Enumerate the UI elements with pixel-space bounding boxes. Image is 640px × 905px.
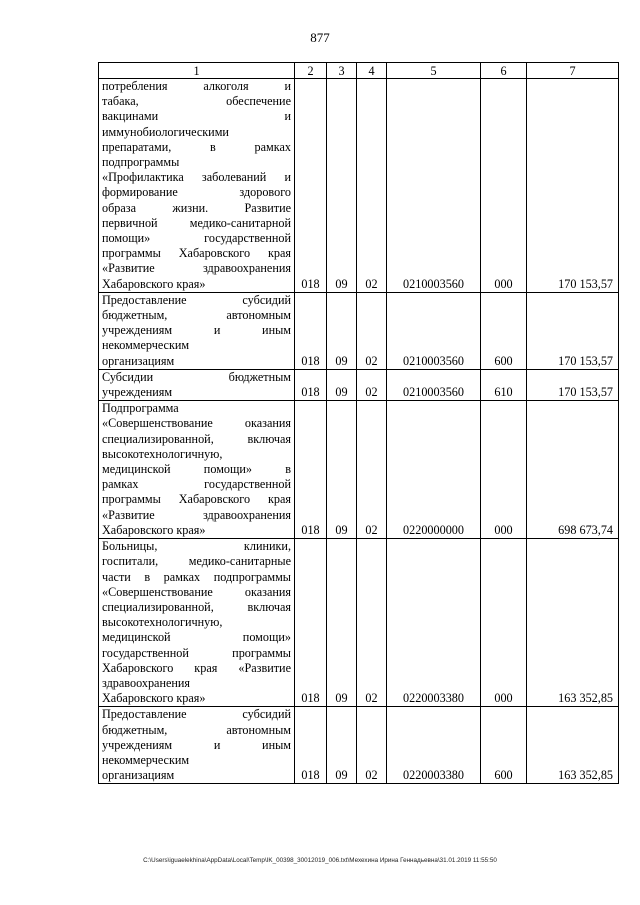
item-name-line: вакцинами и bbox=[102, 109, 291, 124]
item-name-line: программы Хабаровского края bbox=[102, 246, 291, 261]
ministry-code-cell: 018 bbox=[295, 79, 327, 293]
item-name-line: учреждениям bbox=[102, 385, 173, 400]
amount-cell: 170 153,57 bbox=[527, 79, 619, 293]
subsection-code-cell: 02 bbox=[357, 707, 387, 784]
target-article-cell: 0210003560 bbox=[387, 79, 481, 293]
column-header: 6 bbox=[481, 63, 527, 79]
item-name-line: некоммерческим bbox=[102, 752, 190, 767]
item-name-cell bbox=[99, 707, 295, 784]
item-name-line: формирование здорового bbox=[102, 185, 291, 200]
table-row bbox=[99, 79, 619, 293]
item-name-line: части в рамках подпрограммы bbox=[102, 569, 291, 584]
table-row bbox=[99, 369, 619, 400]
page-number: 877 bbox=[310, 30, 330, 45]
item-name-line: препаратами, в рамках bbox=[102, 139, 291, 154]
file-path-footer: C:\Users\iguaelekhina\AppData\Local\Temp\IK_00398_30012019_006.txt\Мехехина Ирина Геннадьевна\31.01.2019 11:55:50 bbox=[143, 857, 497, 864]
section-code-cell: 09 bbox=[327, 539, 357, 707]
amount-cell: 170 153,57 bbox=[527, 292, 619, 369]
expense-type-cell: 600 bbox=[481, 707, 527, 784]
target-article-cell: 0220003380 bbox=[387, 707, 481, 784]
target-article-cell: 0220003380 bbox=[387, 539, 481, 707]
item-name-line: здравоохранения bbox=[102, 675, 191, 690]
item-name-line: потребления алкоголя и bbox=[102, 79, 291, 93]
item-name-line: Предоставление субсидий bbox=[102, 292, 291, 307]
item-name-line: первичной медико-санитарной bbox=[102, 215, 291, 230]
section-code-cell: 09 bbox=[327, 401, 357, 539]
table-header-row bbox=[99, 63, 619, 79]
item-name-line: иммунобиологическими bbox=[102, 124, 229, 139]
column-header: 1 bbox=[99, 63, 295, 79]
subsection-code-cell: 02 bbox=[357, 79, 387, 293]
item-name-line: Больницы, клиники, bbox=[102, 539, 291, 554]
subsection-code-cell: 02 bbox=[357, 292, 387, 369]
subsection-code-cell: 02 bbox=[357, 369, 387, 400]
item-name-line: учреждениям и иным bbox=[102, 323, 291, 338]
item-name-line: Хабаровского края» bbox=[102, 691, 206, 706]
item-name-line: государственной программы bbox=[102, 645, 291, 660]
item-name-line: «Развитие здравоохранения bbox=[102, 261, 291, 276]
section-code-cell: 09 bbox=[327, 79, 357, 293]
column-header: 3 bbox=[327, 63, 357, 79]
table-row bbox=[99, 292, 619, 369]
item-name-line: образа жизни. Развитие bbox=[102, 200, 291, 215]
ministry-code-cell: 018 bbox=[295, 539, 327, 707]
amount-cell: 170 153,57 bbox=[527, 369, 619, 400]
item-name-cell bbox=[99, 292, 295, 369]
item-name-cell bbox=[99, 539, 295, 707]
item-name-line: «Профилактика заболеваний и bbox=[102, 170, 291, 185]
item-name-line: Хабаровского края» bbox=[102, 522, 206, 537]
target-article-cell: 0210003560 bbox=[387, 369, 481, 400]
amount-cell: 163 352,85 bbox=[527, 539, 619, 707]
item-name-line: медицинской помощи» в bbox=[102, 462, 291, 477]
subsection-code-cell: 02 bbox=[357, 539, 387, 707]
table-row bbox=[99, 539, 619, 707]
expense-type-cell: 000 bbox=[481, 539, 527, 707]
item-name-cell bbox=[99, 369, 295, 400]
item-name-cell bbox=[99, 401, 295, 539]
budget-table bbox=[98, 62, 619, 784]
section-code-cell: 09 bbox=[327, 369, 357, 400]
item-name-line: специализированной, включая bbox=[102, 431, 291, 446]
item-name-line: высокотехнологичную, bbox=[102, 446, 223, 461]
item-name-line: табака, обеспечение bbox=[102, 94, 291, 109]
item-name-line: «Развитие здравоохранения bbox=[102, 507, 291, 522]
item-name-line: организациям bbox=[102, 353, 175, 368]
ministry-code-cell: 018 bbox=[295, 369, 327, 400]
column-header: 5 bbox=[387, 63, 481, 79]
item-name-line: бюджетным, автономным bbox=[102, 722, 291, 737]
item-name-line: некоммерческим bbox=[102, 338, 190, 353]
amount-cell: 163 352,85 bbox=[527, 707, 619, 784]
item-name-line: бюджетным, автономным bbox=[102, 308, 291, 323]
item-name-line: организациям bbox=[102, 768, 175, 783]
subsection-code-cell: 02 bbox=[357, 401, 387, 539]
item-name-line: помощи» государственной bbox=[102, 231, 291, 246]
item-name-line: рамках государственной bbox=[102, 477, 291, 492]
item-name-line: «Совершенствование оказания bbox=[102, 416, 291, 431]
item-name-line: высокотехнологичную, bbox=[102, 615, 223, 630]
expense-type-cell: 600 bbox=[481, 292, 527, 369]
ministry-code-cell: 018 bbox=[295, 707, 327, 784]
column-header: 4 bbox=[357, 63, 387, 79]
amount-cell: 698 673,74 bbox=[527, 401, 619, 539]
expense-type-cell: 000 bbox=[481, 401, 527, 539]
ministry-code-cell: 018 bbox=[295, 401, 327, 539]
item-name-line: госпитали, медико-санитарные bbox=[102, 554, 291, 569]
target-article-cell: 0220000000 bbox=[387, 401, 481, 539]
item-name-line: «Совершенствование оказания bbox=[102, 584, 291, 599]
item-name-line: программы Хабаровского края bbox=[102, 492, 291, 507]
item-name-line: подпрограммы bbox=[102, 155, 180, 170]
target-article-cell: 0210003560 bbox=[387, 292, 481, 369]
table-row bbox=[99, 707, 619, 784]
item-name-line: специализированной, включая bbox=[102, 599, 291, 614]
table-row bbox=[99, 401, 619, 539]
column-header: 7 bbox=[527, 63, 619, 79]
item-name-cell bbox=[99, 79, 295, 293]
section-code-cell: 09 bbox=[327, 292, 357, 369]
item-name-line: учреждениям и иным bbox=[102, 737, 291, 752]
section-code-cell: 09 bbox=[327, 707, 357, 784]
item-name-line: Хабаровского края «Развитие bbox=[102, 660, 291, 675]
item-name-line: Субсидии бюджетным bbox=[102, 369, 291, 384]
item-name-line: Предоставление субсидий bbox=[102, 707, 291, 722]
item-name-line: медицинской помощи» bbox=[102, 630, 291, 645]
item-name-line: Подпрограмма bbox=[102, 401, 179, 416]
ministry-code-cell: 018 bbox=[295, 292, 327, 369]
column-header: 2 bbox=[295, 63, 327, 79]
item-name-line: Хабаровского края» bbox=[102, 276, 206, 291]
expense-type-cell: 000 bbox=[481, 79, 527, 293]
expense-type-cell: 610 bbox=[481, 369, 527, 400]
